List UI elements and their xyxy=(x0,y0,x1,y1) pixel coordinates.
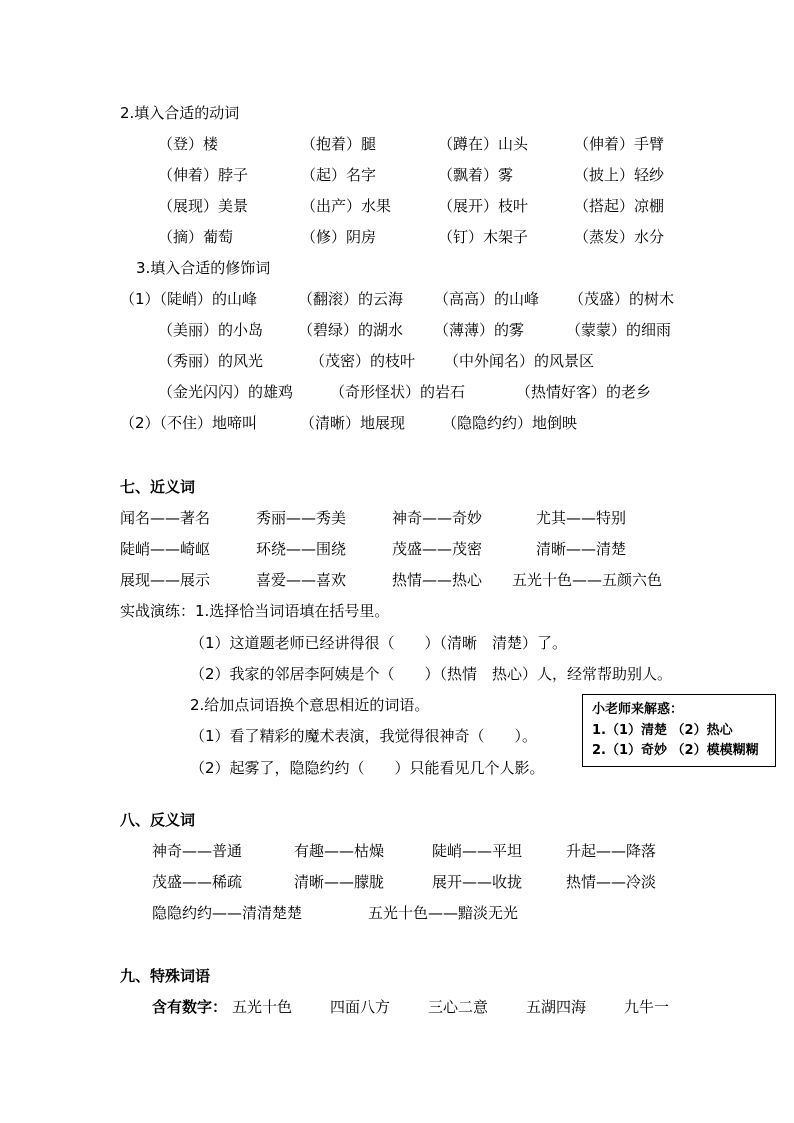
verb-item: （展开）枝叶 xyxy=(438,197,529,215)
synonym-pair: 尤其——特别 xyxy=(536,509,627,527)
antonym-pair: 隐隐约约——清清楚楚 xyxy=(152,904,303,922)
verb-item: （搭起）凉棚 xyxy=(574,197,665,215)
verb-item: （摘）葡萄 xyxy=(158,228,234,246)
verb-item: （抱着）腿 xyxy=(301,135,377,153)
verb-item: （蹲在）山头 xyxy=(438,135,529,153)
antonym-pair: 热情——冷淡 xyxy=(566,873,657,891)
modifier-item: （奇形怪状）的岩石 xyxy=(330,383,466,401)
verb-item: （蒸发）水分 xyxy=(574,228,665,246)
antonym-pair: 茂盛——稀疏 xyxy=(152,873,243,891)
modifier-item: （高高）的山峰 xyxy=(434,290,540,308)
antonym-pair: 展开——收拢 xyxy=(432,873,523,891)
synonyms-heading: 七、近义词 xyxy=(120,478,196,496)
synonym-pair: 陡峭——崎岖 xyxy=(120,540,211,558)
special-item: 四面八方 xyxy=(330,998,391,1016)
synonym-pair: 闻名——著名 xyxy=(120,509,211,527)
synonym-pair: 展现——展示 xyxy=(120,571,211,589)
answer-box-title: 小老师来解惑： xyxy=(592,702,684,717)
special-label: 含有数字： xyxy=(152,998,228,1016)
practice-intro-2: 2.给加点词语换个意思相近的词语。 xyxy=(190,696,430,714)
modifiers-heading: 3.填入合适的修饰词 xyxy=(136,259,271,277)
special-item: 三心二意 xyxy=(428,998,489,1016)
modifier-item: （1）（陡峭）的山峰 xyxy=(120,290,258,308)
verb-item: （披上）轻纱 xyxy=(574,166,665,184)
practice-question: （1）这道题老师已经讲得很（ ）（清晰 清楚）了。 xyxy=(190,634,568,652)
antonym-pair: 陡峭——平坦 xyxy=(432,842,523,860)
modifier-item: （翻滚）的云海 xyxy=(298,290,404,308)
special-heading: 九、特殊词语 xyxy=(120,967,211,985)
synonym-pair: 清晰——清楚 xyxy=(536,540,627,558)
antonyms-heading: 八、反义词 xyxy=(120,811,196,829)
synonym-pair: 五光十色——五颜六色 xyxy=(512,571,663,589)
synonym-pair: 热情——热心 xyxy=(392,571,483,589)
answer-box xyxy=(582,694,776,767)
answer-line: 1.（1）清楚 （2）热心 xyxy=(592,723,733,738)
antonym-pair: 清晰——朦胧 xyxy=(294,873,385,891)
verb-item: （展现）美景 xyxy=(158,197,249,215)
special-item: 五光十色 xyxy=(232,998,293,1016)
synonym-pair: 神奇——奇妙 xyxy=(392,509,483,527)
modifier-item: （金光闪闪）的雄鸡 xyxy=(158,383,294,401)
modifier-item: （清晰）地展现 xyxy=(300,414,406,432)
special-item: 九牛一 xyxy=(624,998,670,1016)
synonym-pair: 喜爱——喜欢 xyxy=(256,571,347,589)
modifier-item: （隐隐约约）地倒映 xyxy=(442,414,578,432)
verb-item: （伸着）手臂 xyxy=(574,135,665,153)
verb-item: （伸着）脖子 xyxy=(158,166,249,184)
answer-line: 2.（1）奇妙 （2）模模糊糊 xyxy=(592,743,759,758)
verb-item: （修）阴房 xyxy=(301,228,377,246)
modifier-item: （薄薄）的雾 xyxy=(434,321,525,339)
antonym-pair: 五光十色——黯淡无光 xyxy=(368,904,519,922)
practice-intro: 实战演练：1.选择恰当词语填在括号里。 xyxy=(120,602,390,620)
synonym-pair: 秀丽——秀美 xyxy=(256,509,347,527)
special-item: 五湖四海 xyxy=(526,998,587,1016)
modifier-item: （美丽）的小岛 xyxy=(158,321,264,339)
verb-item: （钉）木架子 xyxy=(438,228,529,246)
modifier-item: （秀丽）的风光 xyxy=(158,352,264,370)
modifier-item: （中外闻名）的风景区 xyxy=(444,352,595,370)
antonym-pair: 有趣——枯燥 xyxy=(294,842,385,860)
verbs-heading: 2.填入合适的动词 xyxy=(120,104,240,122)
modifier-item: （碧绿）的湖水 xyxy=(298,321,404,339)
modifier-item: （茂密）的枝叶 xyxy=(310,352,416,370)
antonym-pair: 神奇——普通 xyxy=(152,842,243,860)
modifier-item: （热情好客）的老乡 xyxy=(516,383,652,401)
modifier-item: （蒙蒙）的细雨 xyxy=(566,321,672,339)
practice-question: （2）我家的邻居李阿姨是个（ ）（热情 热心）人，经常帮助别人。 xyxy=(190,665,673,683)
modifier-item: （茂盛）的树木 xyxy=(569,290,675,308)
verb-item: （起）名字 xyxy=(301,166,377,184)
synonym-pair: 茂盛——茂密 xyxy=(392,540,483,558)
synonym-pair: 环绕——围绕 xyxy=(256,540,347,558)
practice-question: （2）起雾了，隐隐约约（ ）只能看见几个人影。 xyxy=(190,759,545,777)
verb-item: （登）楼 xyxy=(158,135,219,153)
practice-question: （1）看了精彩的魔术表演，我觉得很神奇（ ）。 xyxy=(190,727,538,745)
verb-item: （飘着）雾 xyxy=(438,166,514,184)
modifier-item: （2）（不住）地啼叫 xyxy=(120,414,258,432)
verb-item: （出产）水果 xyxy=(301,197,392,215)
antonym-pair: 升起——降落 xyxy=(566,842,657,860)
